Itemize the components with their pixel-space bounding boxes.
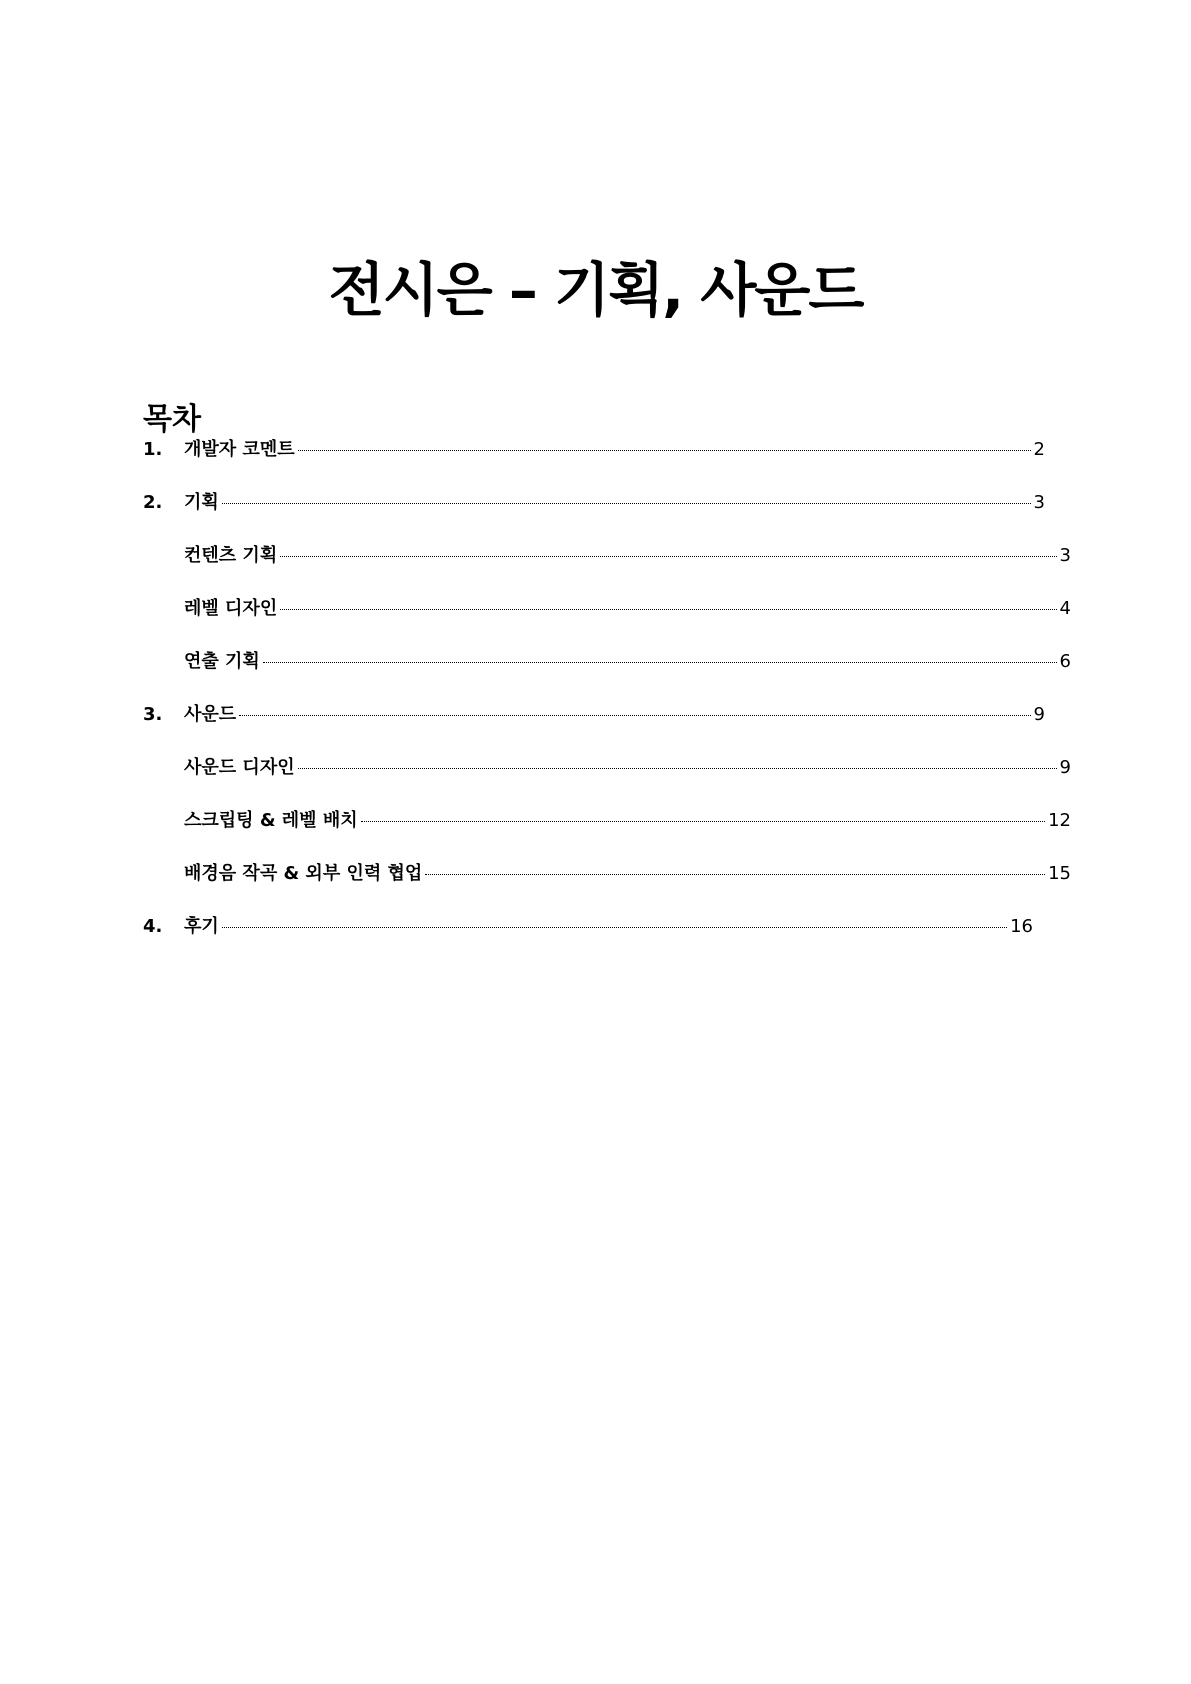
toc-dot-leader [222,927,1007,928]
toc-dot-leader [239,715,1030,716]
toc-entry-scripting-level-placement[interactable] [184,807,1071,835]
toc-entry-page: 2 [1033,439,1045,460]
toc-entry-page: 16 [1010,916,1033,937]
toc-dot-leader [298,450,1031,451]
toc-entry-page: 12 [1048,810,1071,831]
toc-entry-page: 4 [1059,598,1071,619]
toc-entry-direction-planning[interactable] [184,648,1071,676]
toc-entry-label: 후기 [184,916,219,937]
toc-dot-leader [280,556,1056,557]
toc-entry-page: 9 [1059,757,1071,778]
toc-entry-label: 배경음 작곡 & 외부 인력 협업 [184,863,423,884]
toc-dot-leader [263,662,1057,663]
toc-entry-label: 개발자 코멘트 [184,439,295,460]
toc-entry-page: 15 [1048,863,1071,884]
toc-entry-planning[interactable] [143,489,1045,517]
toc-entry-label: 사운드 [184,704,237,725]
toc-entry-page: 9 [1033,704,1045,725]
toc-entry-level-design[interactable] [184,595,1071,623]
toc-entry-number: 1. [143,439,163,460]
toc-entry-label: 연출 기획 [184,651,260,672]
toc-entry-page: 3 [1059,545,1071,566]
toc-entry-number: 2. [143,492,163,513]
toc-entry-sound-design[interactable] [184,754,1071,782]
toc-entry-label: 레벨 디자인 [184,598,278,619]
toc-entry-afterword[interactable] [143,913,1033,941]
toc-entry-label: 기획 [184,492,219,513]
toc-entry-bgm-composition[interactable] [184,860,1071,888]
toc-entry-label: 컨텐츠 기획 [184,545,278,566]
toc-entry-number: 4. [143,916,163,937]
toc-dot-leader [425,874,1045,875]
toc-entry-content-planning[interactable] [184,542,1071,570]
toc-entry-developer-comment[interactable] [143,436,1045,464]
toc-dot-leader [222,503,1031,504]
toc-heading: 목차 [143,402,201,437]
toc-entry-label: 사운드 디자인 [184,757,295,778]
page-title: 전시은 – 기획, 사운드 [328,256,863,324]
toc-dot-leader [280,609,1056,610]
toc-entry-sound[interactable] [143,701,1045,729]
toc-entry-page: 3 [1033,492,1045,513]
toc-dot-leader [298,768,1057,769]
toc-entry-label: 스크립팅 & 레벨 배치 [184,810,358,831]
toc-dot-leader [361,821,1045,822]
toc-entry-number: 3. [143,704,163,725]
toc-entry-page: 6 [1059,651,1071,672]
